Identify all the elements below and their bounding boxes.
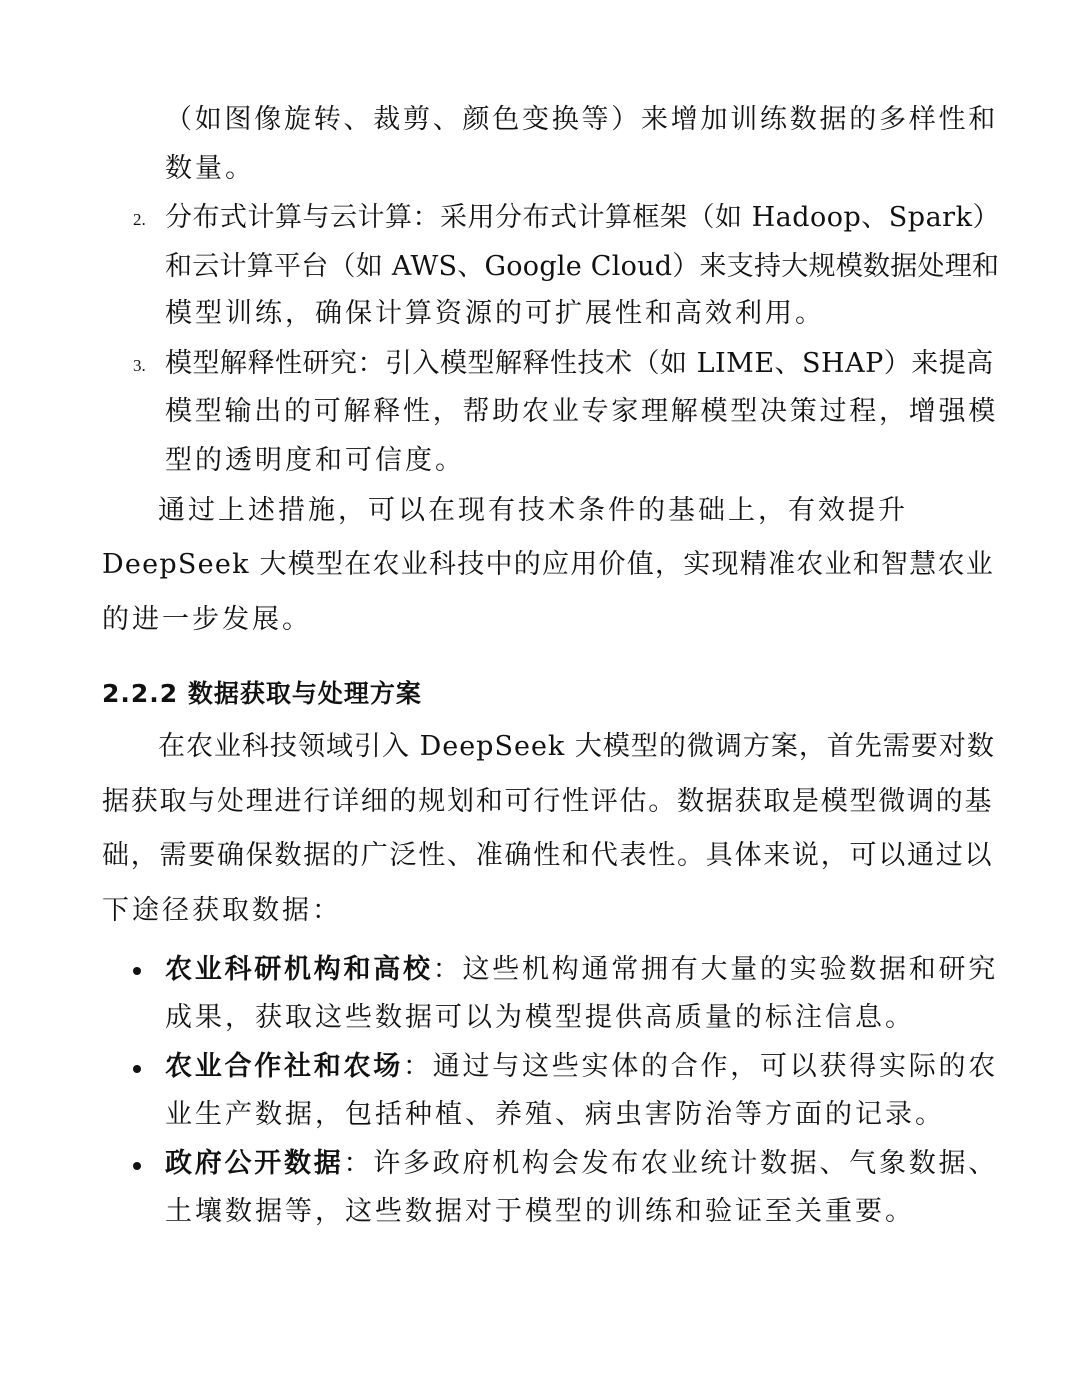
continuation-line-1: （如图像旋转、裁剪、颜色变换等）来增加训练数据的多样性和 — [165, 104, 998, 135]
bullet-item-3-line-2: 土壤数据等，这些数据对于模型的训练和验证至关重要。 — [165, 1196, 915, 1227]
section-intro-line-4: 下途径获取数据： — [102, 895, 342, 926]
summary-line-1: 通过上述措施，可以在现有技术条件的基础上，有效提升 — [158, 495, 908, 526]
bullet-item-1-line-2: 成果，获取这些数据可以为模型提供高质量的标注信息。 — [165, 1002, 915, 1033]
bullet-item-1-term: 农业科研机构和高校 — [165, 954, 433, 985]
bullet-dot-3 — [133, 1162, 141, 1170]
bullet-item-2-desc: ：通过与这些实体的合作，可以获得实际的农 — [403, 1051, 998, 1082]
numbered-item-3-line-3: 型的透明度和可信度。 — [165, 445, 465, 476]
numbered-item-3-line-1: 模型解释性研究：引入模型解释性技术（如 LIME、SHAP）来提高 — [165, 348, 994, 379]
bullet-item-3-desc: ：许多政府机构会发布农业统计数据、气象数据、 — [343, 1148, 998, 1179]
continuation-line-2: 数量。 — [165, 153, 255, 184]
section-heading: 2.2.2 数据获取与处理方案 — [102, 679, 422, 708]
list-number-3: 3. — [133, 356, 146, 375]
numbered-item-2-line-3: 模型训练，确保计算资源的可扩展性和高效利用。 — [165, 298, 825, 329]
bullet-dot-1 — [133, 967, 141, 975]
numbered-item-3-line-2: 模型输出的可解释性，帮助农业专家理解模型决策过程，增强模 — [165, 396, 998, 427]
section-intro-line-3: 础，需要确保数据的广泛性、准确性和代表性。具体来说，可以通过以 — [102, 840, 994, 871]
bullet-item-1-line-1 — [165, 956, 998, 983]
bullet-item-3-line-1 — [165, 1150, 998, 1177]
list-number-2: 2. — [133, 210, 146, 229]
summary-line-2: DeepSeek 大模型在农业科技中的应用价值，实现精准农业和智慧农业 — [102, 549, 995, 580]
section-intro-line-1: 在农业科技领域引入 DeepSeek 大模型的微调方案，首先需要对数 — [158, 731, 995, 762]
bullet-item-3-term: 政府公开数据 — [165, 1148, 344, 1179]
numbered-item-2-line-2: 和云计算平台（如 AWS、Google Cloud）来支持大规模数据处理和 — [165, 251, 1000, 282]
bullet-item-2-line-2: 业生产数据，包括种植、养殖、病虫害防治等方面的记录。 — [165, 1099, 945, 1130]
bullet-dot-2 — [133, 1065, 141, 1073]
section-intro-line-2: 据获取与处理进行详细的规划和可行性评估。数据获取是模型微调的基 — [102, 786, 994, 817]
numbered-item-2-line-1: 分布式计算与云计算：采用分布式计算框架（如 Hadoop、Spark） — [165, 202, 1000, 233]
summary-line-3: 的进一步发展。 — [102, 604, 312, 635]
bullet-item-2-line-1 — [165, 1053, 998, 1080]
bullet-item-1-desc: ：这些机构通常拥有大量的实验数据和研究 — [432, 954, 998, 985]
bullet-item-2-term: 农业合作社和农场 — [165, 1051, 403, 1082]
